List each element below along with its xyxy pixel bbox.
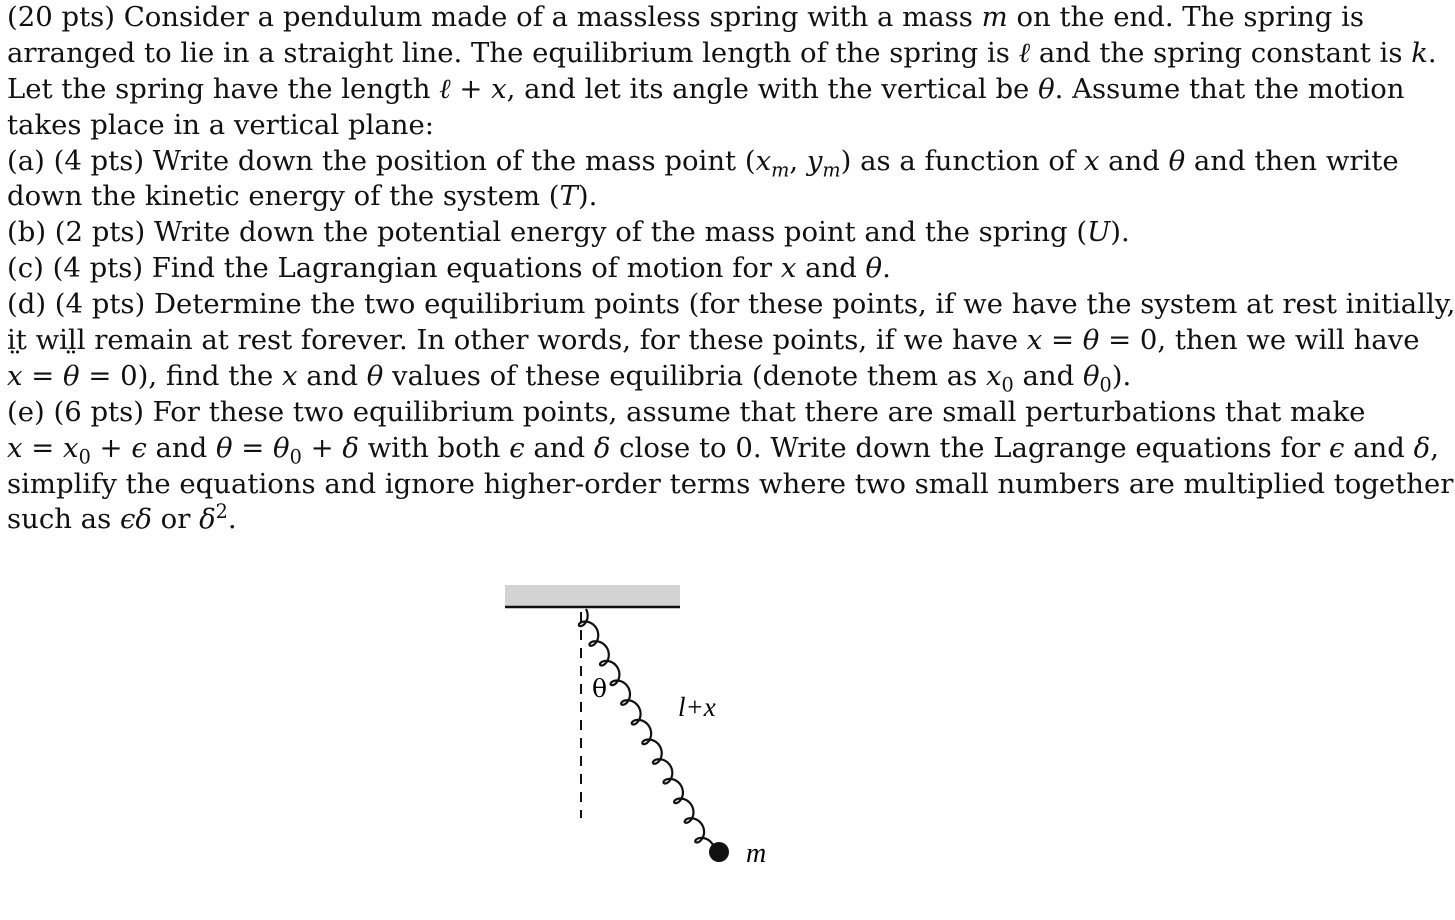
intro-line-2: arranged to lie in a straight line. The equilibrium length of the spring is ℓ and the spring constant is k. xyxy=(7,36,1437,69)
ceiling-support xyxy=(505,585,680,607)
mass-label: m xyxy=(746,838,767,869)
theta-label: θ xyxy=(592,674,608,703)
part-a-line-2: down the kinetic energy of the system (T). xyxy=(7,180,598,213)
mass-bob xyxy=(709,842,729,862)
part-a-line-1: (a) (4 pts) Write down the position of the mass point ($x_m$, $y_m$) as a function of x and θ and then write xyxy=(7,144,1399,182)
part-e-line-1: (e) (6 pts) For these two equilibrium points, assume that there are small perturbations that make xyxy=(7,395,1366,428)
part-c: (c) (4 pts) Find the Lagrangian equations of motion for x and θ. xyxy=(7,252,891,285)
intro-line-3: Let the spring have the length ℓ + x, and let its angle with the vertical be θ. Assume that the motion xyxy=(7,72,1405,105)
intro-line-1: (20 pts) Consider a pendulum made of a massless spring with a mass m on the end. The spring is xyxy=(7,1,1364,33)
part-e-line-2: $x = x_0 + \epsilon$ and $\theta = \theta_0 + \delta$ with both ϵ and δ close to 0. Write down the Lagrange equations for ϵ and δ, xyxy=(7,431,1439,469)
length-label: l+x xyxy=(678,692,716,722)
part-b: (b) (2 pts) Write down the potential energy of the mass point and the spring (U). xyxy=(7,216,1130,249)
part-d-line-3: x ¨ = θ ¨ = 0), find the x and θ values of these equilibria (denote them as $x_0$ and $\theta_0$). xyxy=(7,359,1337,395)
part-e-line-3: simplify the equations and ignore higher-order terms where two small numbers are multiplied together xyxy=(7,467,1454,500)
part-d-line-2: it will remain at rest forever. In other words, for these points, if we have x ˙ = θ ˙ = 0, then we will have xyxy=(7,323,1337,359)
intro-line-4: takes place in a vertical plane: xyxy=(7,108,435,141)
part-e-line-4: such as ϵδ or δ ˙$^2$. xyxy=(7,502,1337,538)
spring-coil xyxy=(579,609,713,845)
part-d-line-1: (d) (4 pts) Determine the two equilibrium points (for these points, if we have the system at rest initially, xyxy=(7,288,1455,321)
